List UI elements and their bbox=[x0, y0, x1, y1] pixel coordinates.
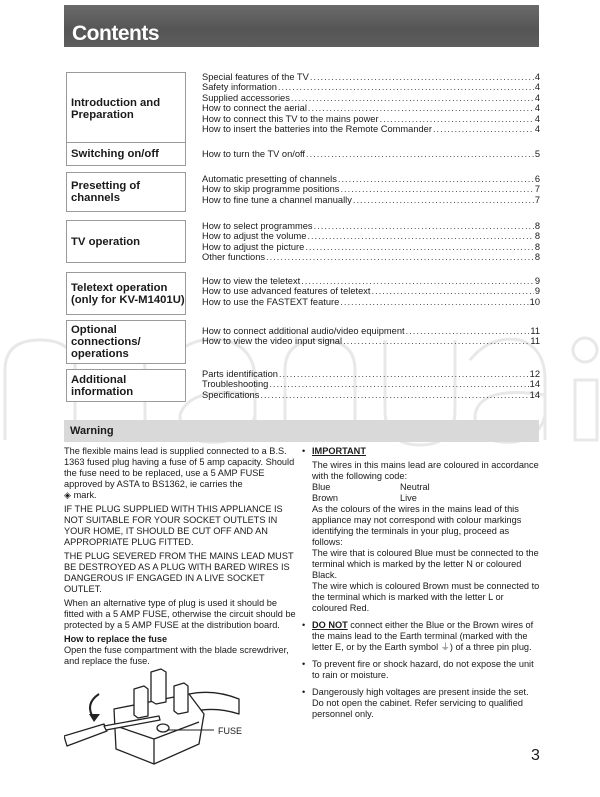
warning-title: Warning bbox=[70, 425, 114, 437]
contents-header bbox=[64, 5, 539, 47]
toc-section-label: Switching on/off bbox=[71, 148, 159, 160]
replace-fuse-text: Open the fuse compartment with the blade screwdriver, and replace the fuse. bbox=[64, 645, 289, 666]
bullet-icon: • bbox=[302, 446, 306, 456]
toc-entry[interactable]: How to use the FASTEXT feature ..... 10 bbox=[202, 297, 540, 307]
toc-section-label: Additional information bbox=[71, 373, 134, 398]
toc-section-additional bbox=[66, 369, 186, 402]
toc-entries-presetting bbox=[202, 174, 540, 205]
toc-entry[interactable]: How to view the video input signal ..... 11 bbox=[202, 336, 540, 346]
toc-entry[interactable]: How to turn the TV on/off ..... 5 bbox=[202, 149, 540, 159]
fuse-paragraph: The flexible mains lead is supplied connected to a B.S. 1363 fused plug having a fuse of 5 amp capacity. Should the fuse need to be replaced, use a 5 AMP FUSE approved by ASTA to BS1362, ie carries the ◈ mark. bbox=[64, 446, 295, 500]
wire-meaning: Live bbox=[400, 493, 417, 503]
high-voltage-block bbox=[302, 687, 540, 720]
toc-section-label: TV operation bbox=[71, 235, 141, 248]
blue-wire-rule: The wire that is coloured Blue must be connected to the terminal which is marked by the letter N or coloured Black. bbox=[312, 548, 539, 580]
pin-neutral bbox=[174, 683, 188, 714]
warning-header bbox=[64, 420, 539, 442]
toc-entry[interactable]: How to use advanced features of teletext ..... 9 bbox=[202, 286, 540, 296]
toc-section-optional bbox=[66, 320, 186, 364]
important-block bbox=[302, 446, 540, 457]
important-label: IMPORTANT bbox=[312, 446, 366, 456]
fire-hazard-text: To prevent fire or shock hazard, do not expose the unit to rain or moisture. bbox=[312, 659, 534, 680]
toc-section-switching bbox=[66, 142, 186, 166]
toc-entries-teletext bbox=[202, 276, 540, 307]
wire-colour: Blue bbox=[312, 482, 331, 492]
toc-section-label: Introduction and Preparation bbox=[71, 96, 161, 121]
plug-fuse-illustration bbox=[64, 664, 244, 774]
toc-entry[interactable]: Special features of the TV ..... 4 bbox=[202, 72, 540, 82]
toc-entry[interactable]: How to skip programme positions ..... 7 bbox=[202, 184, 540, 194]
toc-entries-tv-operation bbox=[202, 221, 540, 263]
screwdriver-handle bbox=[64, 724, 107, 746]
do-not-block bbox=[302, 620, 540, 653]
wires-intro: The wires in this mains lead are coloured in accordance with the following code: bbox=[312, 460, 539, 481]
toc-entry[interactable]: How to connect this TV to the mains power ..... 4 bbox=[202, 114, 540, 124]
toc-entry[interactable]: How to insert the batteries into the Remote Commander ..... 4 bbox=[202, 124, 540, 134]
toc-entry[interactable]: How to adjust the volume ..... 8 bbox=[202, 231, 540, 241]
fuse-shape bbox=[157, 724, 169, 732]
toc-entry[interactable]: How to adjust the picture ..... 8 bbox=[202, 242, 540, 252]
toc-section-presetting bbox=[66, 172, 186, 212]
bullet-icon: • bbox=[302, 659, 306, 669]
toc-entry[interactable]: Parts identification ..... 12 bbox=[202, 369, 540, 379]
plug-unsuitable-paragraph: IF THE PLUG SUPPLIED WITH THIS APPLIANCE IS NOT SUITABLE FOR YOUR SOCKET OUTLETS IN YOUR HOME, IT SHOULD BE CUT OFF AND AN APPROPRIATE PLUG FITTED. bbox=[64, 504, 283, 547]
warning-right-column bbox=[302, 446, 540, 726]
high-voltage-text: Dangerously high voltages are present inside the set. Do not open the cabinet. Refer servicing to qualified personnel only. bbox=[312, 687, 529, 719]
pin-earth bbox=[151, 669, 166, 704]
page-number: 3 bbox=[531, 747, 540, 764]
pin-live bbox=[134, 686, 148, 718]
toc-entries-introduction bbox=[202, 72, 540, 134]
toc-section-teletext bbox=[66, 272, 186, 315]
do-not-label: DO NOT bbox=[312, 620, 348, 630]
toc-entry[interactable]: How to view the teletext ..... 9 bbox=[202, 276, 540, 286]
alternative-plug-paragraph: When an alternative type of plug is used it should be fitted with a 5 AMP FUSE, otherwise the circuit should be protected by a 5 AMP FUSE at the distribution board. bbox=[64, 598, 296, 630]
wire-colour: Brown bbox=[312, 493, 339, 503]
wire-meaning: Neutral bbox=[400, 482, 430, 492]
toc-entry[interactable]: Safety information ..... 4 bbox=[202, 82, 540, 92]
toc-entry[interactable]: How to select programmes ..... 8 bbox=[202, 221, 540, 231]
arrow-head-icon bbox=[89, 714, 100, 722]
toc-section-tv-operation bbox=[66, 220, 186, 263]
page-title: Contents bbox=[72, 22, 159, 45]
bullet-icon: • bbox=[302, 687, 306, 697]
plug-severed-paragraph: THE PLUG SEVERED FROM THE MAINS LEAD MUST BE DESTROYED AS A PLUG WITH BARED WIRES IS DANGEROUS IF ENGAGED IN A LIVE SOCKET OUTLET. bbox=[64, 551, 294, 594]
toc-section-label: Optional connections/ operations bbox=[71, 324, 141, 360]
toc-entry[interactable]: Specifications ..... 14 bbox=[202, 390, 540, 400]
warning-left-column bbox=[64, 446, 296, 670]
toc-entry[interactable]: How to fine tune a channel manually ..... 7 bbox=[202, 195, 540, 205]
toc-entry[interactable]: Automatic presetting of channels ..... 6 bbox=[202, 174, 540, 184]
toc-entries-additional bbox=[202, 369, 540, 400]
toc-section-label: Presetting of channels bbox=[71, 180, 141, 204]
toc-entry[interactable]: How to connect additional audio/video equipment ..... 11 bbox=[202, 326, 540, 336]
toc-section-label: Teletext operation (only for KV-M1401U) bbox=[71, 281, 185, 306]
replace-fuse-heading: How to replace the fuse bbox=[64, 634, 168, 644]
toc-section-introduction bbox=[66, 72, 186, 145]
asta-mark-icon: ◈ bbox=[64, 490, 72, 500]
colours-note: As the colours of the wires in the mains lead of this appliance may not correspond with colour markings identifying the terminals in your plug, proceed as follows: bbox=[312, 504, 522, 547]
do-not-text: connect either the Blue or the Brown wires of the mains lead to the Earth terminal (marked with the letter E, or by the Earth symbol ⏚) of a three pin plug. bbox=[312, 620, 534, 652]
toc-entries-switching bbox=[202, 149, 540, 159]
bullet-icon: • bbox=[302, 620, 306, 630]
toc-entry[interactable]: How to connect the aerial ..... 4 bbox=[202, 103, 540, 113]
toc-entry[interactable]: Other functions ..... 8 bbox=[202, 252, 540, 262]
toc-entry[interactable]: Troubleshooting ..... 14 bbox=[202, 379, 540, 389]
wire-colour-code-table bbox=[312, 482, 540, 504]
brown-wire-rule: The wire which is coloured Brown must be connected to the terminal which is marked with the letter L or coloured Red. bbox=[312, 581, 540, 613]
toc-entries-optional bbox=[202, 326, 540, 347]
toc-entry[interactable]: Supplied accessories ..... 4 bbox=[202, 93, 540, 103]
fire-hazard-block bbox=[302, 659, 540, 681]
fuse-label: FUSE bbox=[218, 726, 243, 736]
